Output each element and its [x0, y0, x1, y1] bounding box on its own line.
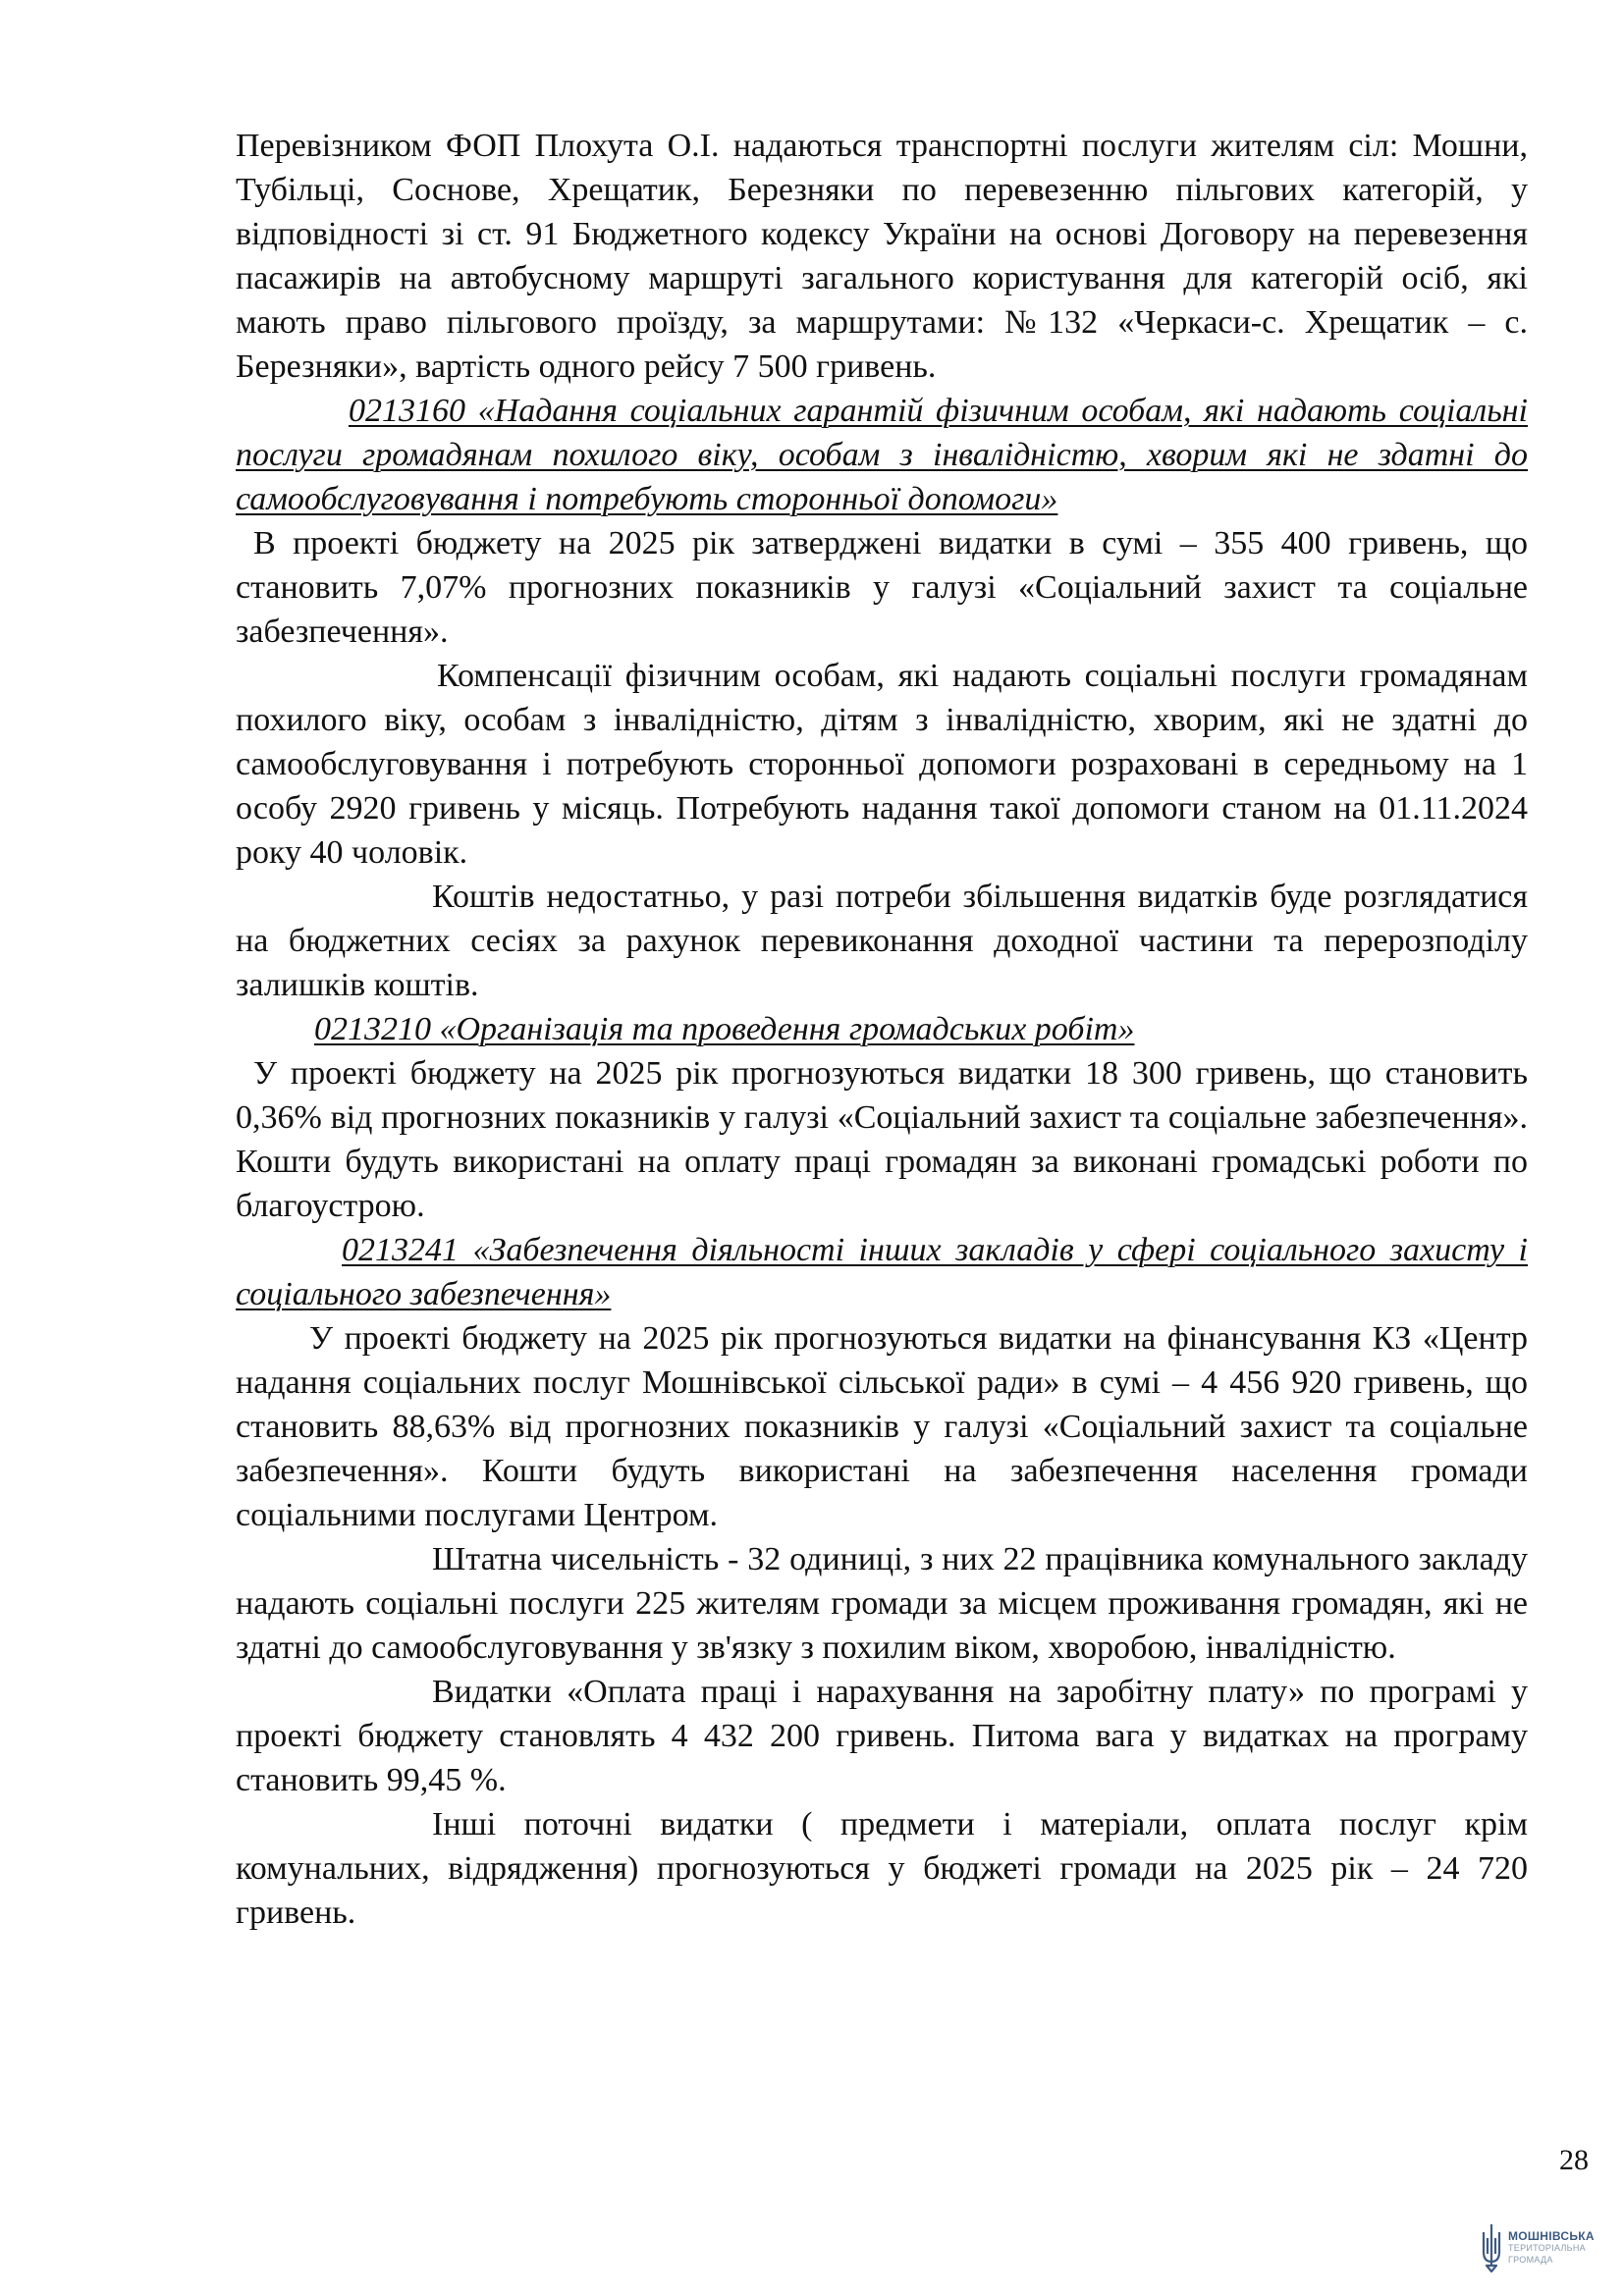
- logo-line-1: МОШНІВСЬКА: [1508, 2229, 1595, 2243]
- community-logo: [1481, 2220, 1618, 2275]
- page-number: 28: [1559, 2144, 1589, 2176]
- paragraph-salary: Видатки «Оплата праці і нарахування на заробітну плату» по програмі у проекті бюджету становлять 4 432 200 гривень. Питома вага у видатках на програму становить 99,45 %.: [236, 1674, 1528, 1798]
- paragraph-budget-355400: В проекті бюджету на 2025 рік затверджені видатки в сумі – 355 400 гривень, що становить 7,07% прогнозних показників у галузі «Соціальний захист та соціальне забезпечення».: [236, 525, 1528, 650]
- paragraph-public-works: У проекті бюджету на 2025 рік прогнозуються видатки 18 300 гривень, що становить 0,36% від прогнозних показників у галузі «Соціальний захист та соціальне забезпечення». Кошти будуть використані на оплату праці громадян за виконані громадські роботи по благоустрою.: [236, 1055, 1528, 1224]
- section-heading-0213160: 0213160 «Надання соціальних гарантій фізичним особам, які надають соціальні послуги громадянам похилого віку, особам з інвалідністю, хворим які не здатні до самообслуговування і потребують сторонньої допомоги»: [236, 393, 1528, 517]
- paragraph-carrier-transport: Перевізником ФОП Плохута О.І. надаються транспортні послуги жителям сіл: Мошни, Тубільці, Соснове, Хрещатик, Березняки по перевезенню пільгових категорій, у відповідності зі ст. 91 Бюджетного кодексу України на основі Договору на перевезення пасажирів на автобусному маршруті загального користування для категорій осіб, які мають право пільгового проїзду, за маршрутами: №132 «Черкаси-с. Хрещатик – с. Березняки», вартість одного рейсу 7 500 гривень.: [236, 128, 1528, 385]
- paragraph-other-expenses: Інші поточні видатки ( предмети і матеріали, оплата послуг крім комунальних, відрядження) прогнозуються у бюджеті громади на 2025 рік – 24 720 гривень.: [236, 1806, 1528, 1931]
- paragraph-staff: Штатна чисельність - 32 одиниці, з них 22 працівника комунального закладу надають соціальні послуги 225 жителям громади за місцем проживання громадян, які не здатні до самообслуговування у зв'язку з похилим віком, хворобою, інвалідністю.: [236, 1541, 1528, 1666]
- paragraph-compensation: Компенсації фізичним особам, які надають соціальні послуги громадянам похилого віку, особам з інвалідністю, дітям з інвалідністю, хворим, які не здатні до самообслуговування і потребують сторонньої допомоги розраховані в середньому на 1 особу 2920 гривень у місяць. Потребують надання такої допомоги станом на 01.11.2024 року 40 чоловік.: [236, 658, 1528, 871]
- section-heading-0213241: 0213241 «Забезпечення діяльності інших закладів у сфері соціального захисту і соціального забезпечення»: [236, 1232, 1528, 1312]
- section-heading-0213210: 0213210 «Організація та проведення громадських робіт»: [314, 1011, 1135, 1047]
- document-body: [236, 124, 1528, 1935]
- trident-icon: [1481, 2222, 1502, 2273]
- paragraph-social-center: У проекті бюджету на 2025 рік прогнозуються видатки на фінансування КЗ «Центр надання соціальних послуг Мошнівської сільської ради» в сумі – 4 456 920 гривень, що становить 88,63% від прогнозних показників у галузі «Соціальний захист та соціальне забезпечення». Кошти будуть використані на забезпечення населення громади соціальними послугами Центром.: [236, 1320, 1528, 1533]
- paragraph-insufficient-funds: Коштів недостатньо, у разі потреби збільшення видатків буде розглядатися на бюджетних сесіях за рахунок перевиконання доходної частини та перерозподілу залишків коштів.: [236, 879, 1528, 1003]
- logo-line-3: ГРОМАДА: [1508, 2255, 1553, 2265]
- logo-line-2: ТЕРИТОРІАЛЬНА: [1508, 2243, 1586, 2253]
- logo-text: [1508, 2230, 1595, 2266]
